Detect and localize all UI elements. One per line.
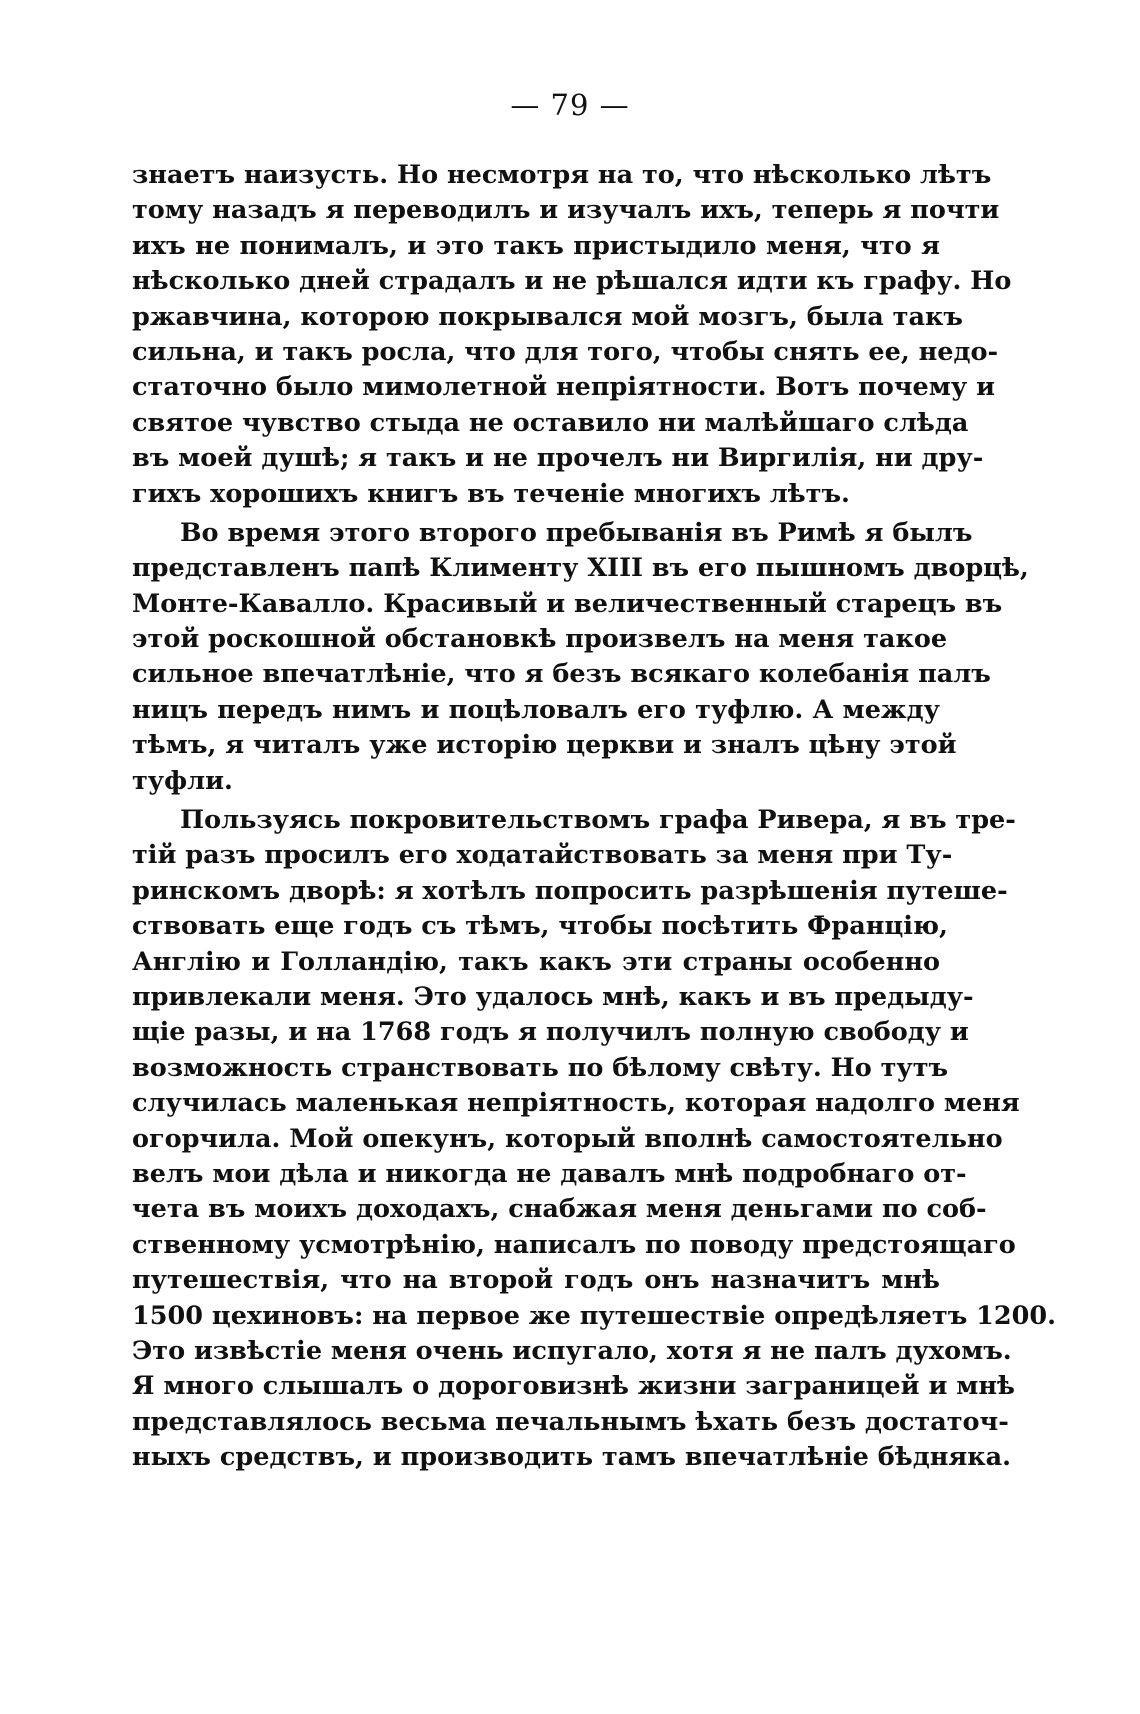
text-line: туфли. (132, 765, 233, 796)
body-text (132, 158, 1056, 1479)
paragraph-3 (132, 803, 1056, 1475)
text-line: привлекали меня. Это удалось мнѣ, какъ и въ предыду- (132, 981, 974, 1012)
text-line: путешествія, что на второй годъ онъ назначитъ мнѣ (132, 1265, 940, 1296)
text-line: святое чувство стыда не оставило ни малѣйшаго слѣда (132, 407, 969, 438)
page-number: — 79 — (510, 88, 630, 122)
text-line: ственному усмотрѣнію, написалъ по поводу предстоящаго (132, 1229, 1016, 1260)
text-line: представлялось весьма печальнымъ ѣхать безъ достаточ- (132, 1406, 1009, 1437)
text-line: ринскомъ дворѣ: я хотѣлъ попросить разрѣшенія путеше- (132, 875, 1008, 906)
text-line: ствовать еще годъ съ тѣмъ, чтобы посѣтить Францію, (132, 911, 948, 942)
text-line: случилась маленькая непріятность, которая надолго меня (132, 1088, 1020, 1119)
text-line: представленъ папѣ Клименту XIII въ его пышномъ дворцѣ, (132, 553, 1029, 584)
text-line: тій разъ просилъ его ходатайствовать за меня при Ту- (132, 840, 953, 871)
text-line: ржавчина, которою покрывался мой мозгъ, была такъ (132, 301, 963, 332)
text-line: велъ мои дѣла и никогда не давалъ мнѣ подробнаго от- (132, 1158, 967, 1189)
text-line: Я много слышалъ о дороговизнѣ жизни заграницей и мнѣ (132, 1371, 1015, 1402)
text-line: Пользуясь покровительствомъ графа Ривера, я въ тре- (180, 805, 1016, 836)
paragraph-2 (132, 516, 1029, 799)
paragraph-1 (132, 158, 1012, 512)
text-line: возможность странствовать по бѣлому свѣту. Но тутъ (132, 1052, 949, 1083)
text-line: Англію и Голландію, такъ какъ эти страны особенно (132, 946, 940, 977)
text-line: Во время этого второго пребыванія въ Римѣ я былъ (180, 517, 973, 548)
text-line: этой роскошной обстановкѣ произвелъ на меня такое (132, 624, 948, 655)
text-line: 1500 цехиновъ: на первое же путешествіе опредѣляетъ 1200. (132, 1300, 1056, 1331)
text-line: чета въ моихъ доходахъ, снабжая меня деньгами по соб- (132, 1194, 987, 1225)
text-line: ихъ не понималъ, и это такъ пристыдило меня, что я (132, 230, 940, 261)
text-line: Это извѣстіе меня очень испугало, хотя я не палъ духомъ. (132, 1335, 1012, 1366)
text-line: тѣмъ, я читалъ уже исторію церкви и зналъ цѣну этой (132, 730, 957, 761)
text-line: нѣсколько дней страдалъ и не рѣшался идти къ графу. Но (132, 266, 1012, 297)
text-line: статочно было мимолетной непріятности. Вотъ почему и (132, 372, 996, 403)
text-line: сильное впечатлѣніе, что я безъ всякаго колебанія палъ (132, 659, 991, 690)
text-line: сильна, и такъ росла, что для того, чтобы снять ее, недо- (132, 336, 999, 367)
text-line: огорчила. Мой опекунъ, который вполнѣ самостоятельно (132, 1123, 1003, 1154)
text-line: въ моей душѣ; я такъ и не прочелъ ни Виргилія, ни дру- (132, 443, 984, 474)
text-line: ницъ передъ нимъ и поцѣловалъ его туфлю. А между (132, 694, 940, 725)
text-line: щіе разы, и на 1768 годъ я получилъ полную свободу и (132, 1017, 969, 1048)
text-line: тому назадъ я переводилъ и изучалъ ихъ, теперь я почти (132, 195, 1000, 226)
text-line: Монте-Кавалло. Красивый и величественный старецъ въ (132, 588, 1003, 619)
text-line: гихъ хорошихъ книгъ въ теченіе многихъ лѣтъ. (132, 478, 850, 509)
text-line: ныхъ средствъ, и производить тамъ впечатлѣніе бѣдняка. (132, 1442, 1012, 1473)
text-line: знаетъ наизусть. Но несмотря на то, что нѣсколько лѣтъ (132, 160, 992, 190)
